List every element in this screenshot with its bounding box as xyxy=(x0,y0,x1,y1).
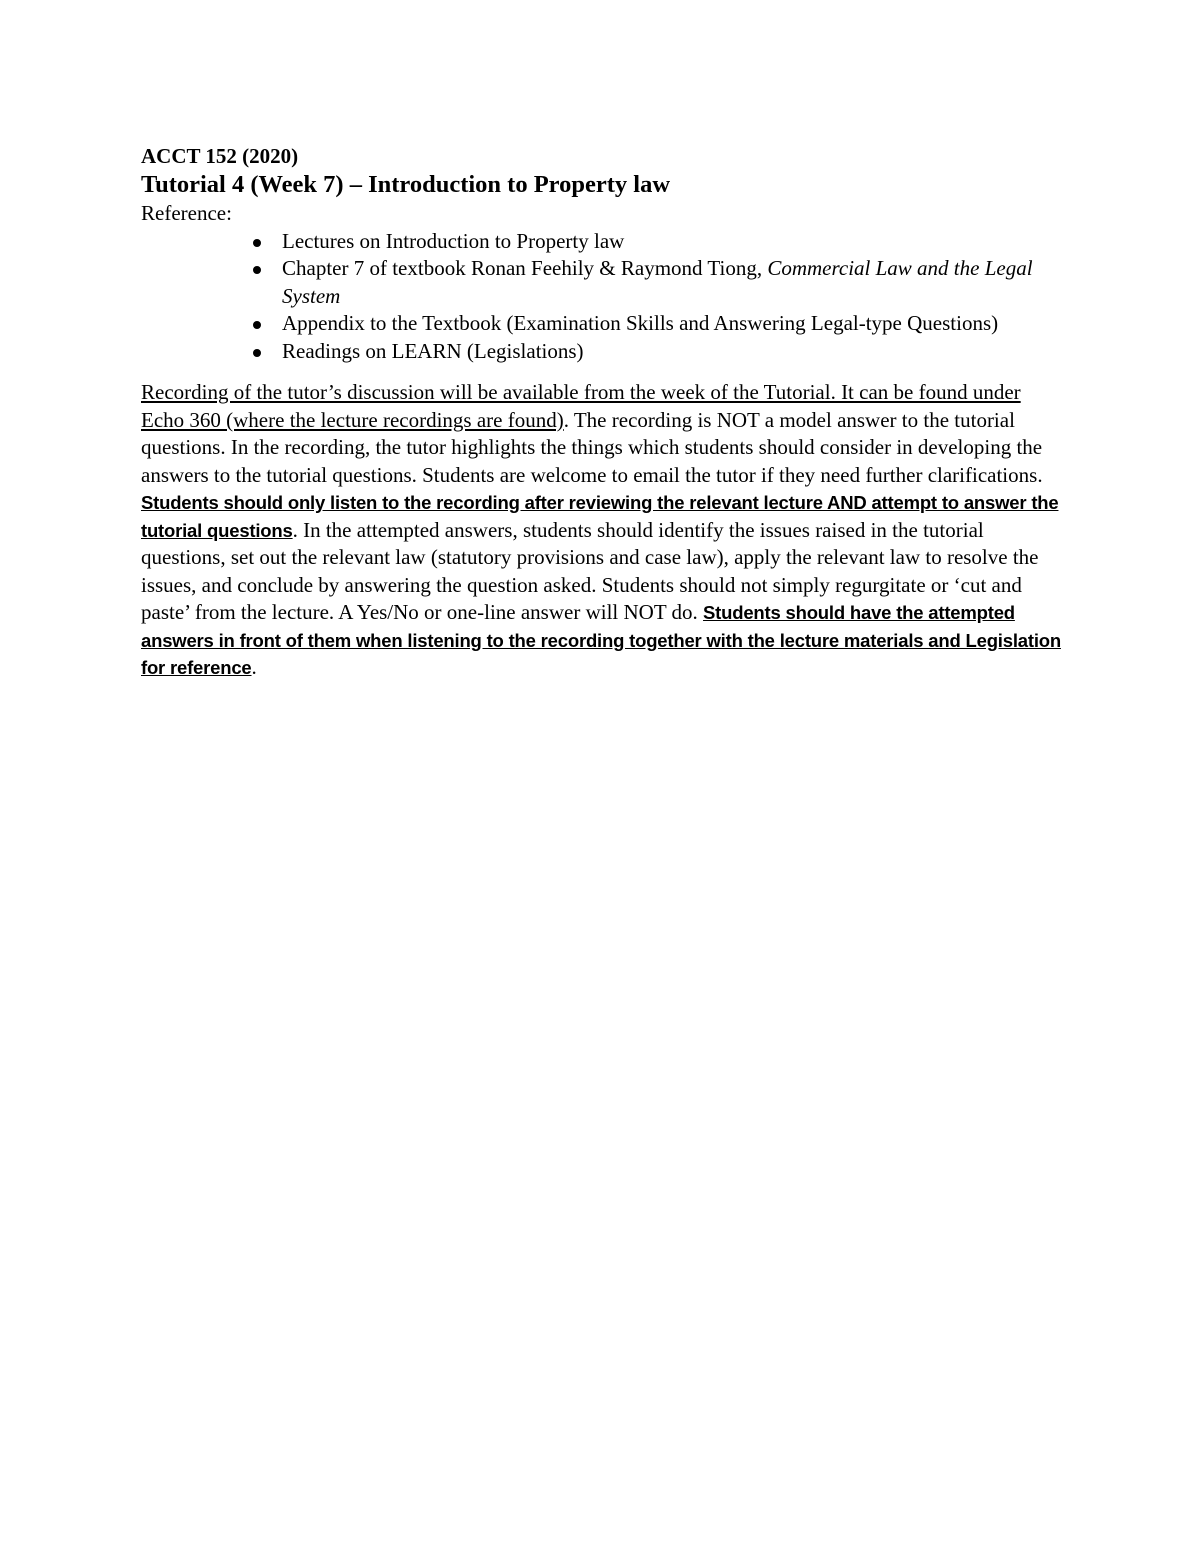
page-title: Tutorial 4 (Week 7) – Introduction to Property law xyxy=(141,171,671,198)
list-item xyxy=(282,310,1061,338)
list-item xyxy=(282,338,1061,366)
recording-availability: Recording of the tutor’s discussion will be available from the week of the Tutorial. It can be found under Echo 360 (where the lecture recordings are found) xyxy=(141,380,1021,432)
recording-note-rest: . The recording is NOT a model answer to the tutorial questions. In the recording, the tutor highlights the things which students should consider in developing the answers to the tutorial questions. Students are welcome to email the tutor if they need further clarifications. xyxy=(141,407,1043,487)
instruction-emphasis-listen: Students should only listen to the recording after reviewing the relevant lecture AND attempt to answer the tutorial questions xyxy=(141,492,1059,541)
bullet-icon xyxy=(253,349,261,357)
instruction-end: . xyxy=(251,655,257,679)
reference-text: Lectures on Introduction to Property law xyxy=(282,228,625,253)
reference-list xyxy=(141,228,1061,366)
document-page xyxy=(141,142,1061,682)
recording-note xyxy=(141,379,1061,489)
textbook-title: Commercial Law and the Legal System xyxy=(282,256,1033,308)
bullet-icon xyxy=(253,266,261,274)
reference-text: Appendix to the Textbook (Examination Skills and Answering Legal-type Questions) xyxy=(282,311,999,335)
bullet-icon xyxy=(253,321,261,329)
course-code: ACCT 152 (2020) xyxy=(141,144,299,168)
reference-text: Readings on LEARN (Legislations) xyxy=(282,338,584,363)
list-item xyxy=(282,228,1061,256)
instruction-body: . In the attempted answers, students should identify the issues raised in the tutorial questions, set out the relevant law (statutory provisions and case law), apply the relevant law to resolve the issues, and conclude by answering the question asked. Students should not simply regurgitate or ‘cut and paste’ from the lecture. A Yes/No or one-line answer will NOT do. xyxy=(141,517,1039,624)
instructions-paragraph xyxy=(141,489,1061,682)
reference-label: Reference: xyxy=(141,201,232,225)
bullet-icon xyxy=(253,239,261,247)
list-item xyxy=(282,255,1061,310)
instruction-emphasis-prepare: Students should have the attempted answers in front of them when listening to the recording together with the lecture materials and Legislation for reference xyxy=(141,602,1061,678)
reference-text: Chapter 7 of textbook Ronan Feehily & Raymond Tiong, xyxy=(282,256,768,280)
